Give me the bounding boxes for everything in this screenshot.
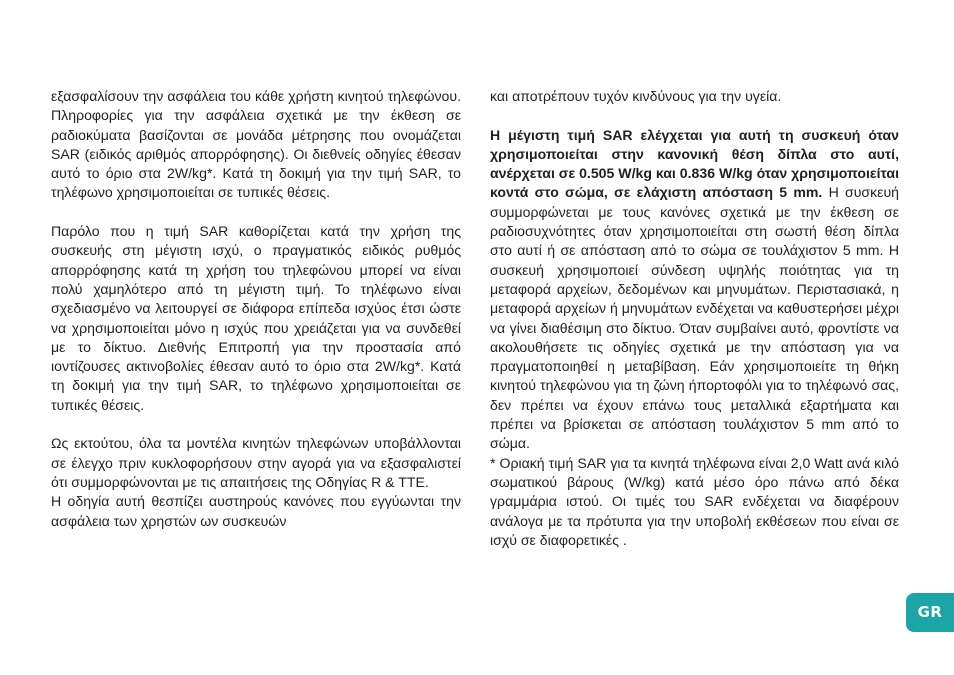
sar-footnote: * Οριακή τιμή SAR για τα κινητά τηλέφωνα είναι 2,0 Watt ανά κιλό σωματικού βάρους (W/kg) κατά μέσο όρο πάνω από δέκα γραμμάρια ιστού. Οι τιμές του SAR ενδέχεται να διαφέρουν ανάλογα με τα πρότυπα για την υποβολή εκθέσεων που είναι σε ισχύ σε διαφορετικές . — [490, 454, 899, 548]
left-paragraph-1: εξασφαλίσουν την ασφάλεια του κάθε χρήστη κινητού τηλεφώνου. Πληροφορίες για την ασφάλεια σχετικά με την έκθεση σε ραδιοκύματα βασίζονται σε μονάδα μέτρησης που ονομάζεται SAR (ειδικός αριθμός απορρόφησης). Οι διεθνείς οδηγίες έθεσαν αυτό το όριο στα 2W/kg*. Κατά τη δοκιμή για την τιμή SAR, το τηλέφωνο χρησιμοποιείται σε τυπικές θέσεις. — [51, 88, 461, 201]
right-paragraph-2-body: Η συσκευή συμμορφώνεται με τους κανόνες σχετικά με την έκθεση σε ραδιοσυχνότητες όταν χρησιμοποιείται στη σωστή θέση δίπλα στο αυτί ή σε απόσταση από το σώμα σε τουλάχιστον 5 mm. Η συσκευή χρησιμοποιεί σύνδεση υψηλής ποιότητας για τη μεταφορά αρχείων, δεδομένων και μηνυμάτων. Περιστασιακά, η μεταφορά αρχείων ή μηνυμάτων ενδέχεται να καθυστερήσει μέχρι να γίνει διαθέσιμη στο δίκτυο. Όταν συμβαίνει αυτό, φροντίστε να ακολουθήσετε τις οδηγίες σχετικά με την απόσταση για να πραγματοποιηθεί η μεταβίβαση. Εάν χρησιμοποιείτε τη θήκη κινητού τηλεφώνου για τη ζώνη ήπορτοφόλι για το τηλέφωνό σας, δεν πρέπει να έχουν επάνω τους μεταλλικά εξαρτήματα και πρέπει να βρίσκεται σε απόσταση τουλάχιστον 5 mm από το σώμα. — [490, 184, 899, 452]
left-text-column — [51, 87, 461, 531]
right-paragraph-2 — [490, 126, 899, 454]
left-paragraph-4: Η οδηγία αυτή θεσπίζει αυστηρούς κανόνες που εγγύωνται την ασφάλεια των χρηστών ων συσκευών — [51, 493, 461, 529]
right-text-column — [490, 87, 899, 550]
language-tab-gr: GR — [906, 593, 954, 632]
left-paragraph-3: Ως εκτούτου, όλα τα μοντέλα κινητών τηλεφώνων υποβάλλονται σε έλεγχο πριν κυκλοφορήσουν στην αγορά για να εξασφαλιστεί ότι συμμορφώνονται με τις απαιτήσεις της Οδηγίας R & TTE. — [51, 435, 461, 490]
left-paragraph-2: Παρόλο που η τιμή SAR καθορίζεται κατά την χρήση της συσκευής στη μέγιστη ισχύ, ο πραγματικός ειδικός ρυθμός απορρόφησης κατά τη χρήση του τηλεφώνου μπορεί να είναι πολύ χαμηλότερο από τη μέγιστη τιμή. Το τηλέφωνο είναι σχεδιασμένο να λειτουργεί σε διάφορα επίπεδα ισχύος έτσι ώστε να χρησιμοποιείται μόνο η ισχύς που χρειάζεται για να συνδεθεί με το δίκτυο. Διεθνής Επιτροπή για την προστασία από ιοντίζουσες ακτινοβολίες έθεσαν αυτό το όριο στα 2W/kg*. Κατά τη δοκιμή για την τιμή SAR, το τηλέφωνο χρησιμοποιείται σε τυπικές θέσεις. — [51, 223, 461, 413]
sar-values-statement: Η μέγιστη τιμή SAR ελέγχεται για αυτή τη συσκευή όταν χρησιμοποιείται στην κανονική θέση δίπλα στο αυτί, ανέρχεται σε 0.505 W/kg και 0.836 W/kg όταν χρησιμοποιείται κοντά στο σώμα, σε ελάχιστη απόσταση 5 mm. — [490, 126, 899, 201]
right-paragraph-1: και αποτρέπουν τυχόν κινδύνους για την υγεία. — [490, 88, 782, 104]
